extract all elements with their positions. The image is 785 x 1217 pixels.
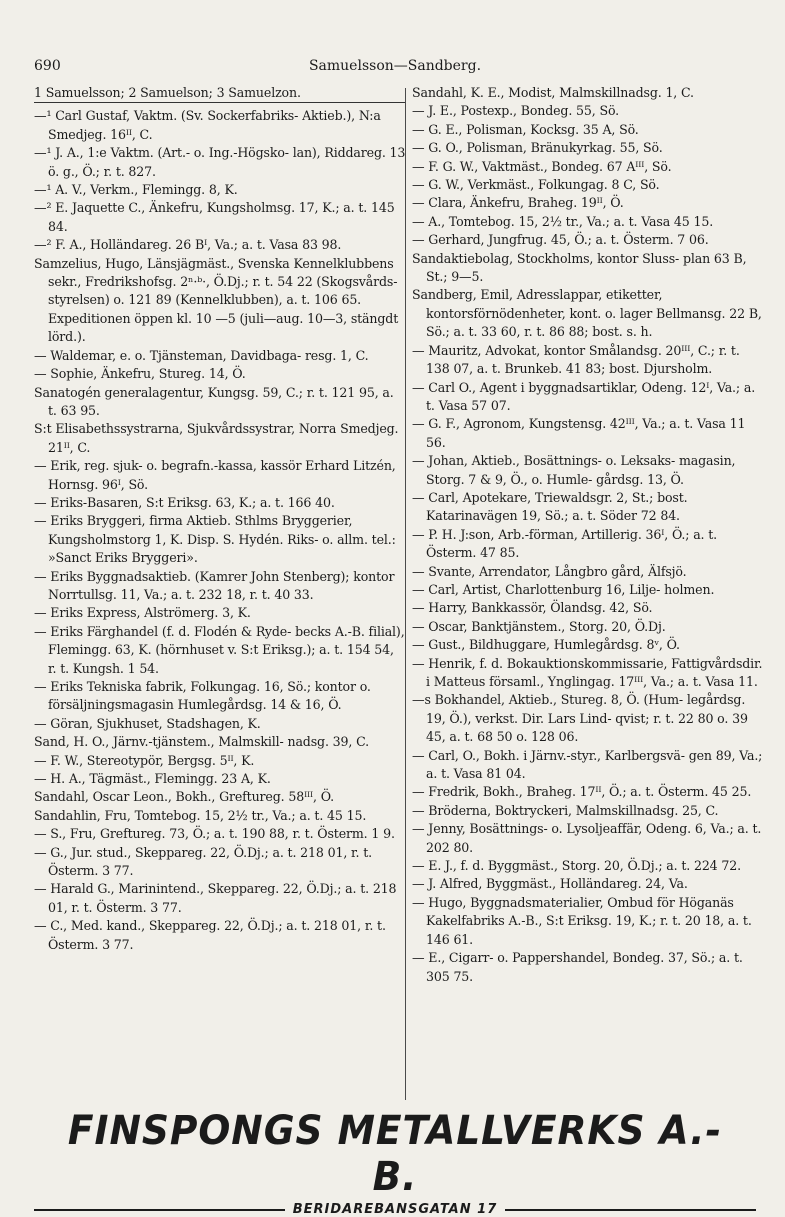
advertisement-title: FINSPONGS METALLVERKS A.-B. [67, 1108, 723, 1200]
directory-entry: — Carl, O., Bokh. i Järnv.-styr., Karlbergsvä- gen 89, Va.; a. t. Vasa 81 04. [412, 747, 763, 782]
directory-entry: Samzelius, Hugo, Länsjägmäst., Svenska Kennelklubbens sekr., Fredrikshofsg. 2ⁿ·ᵇ·, Ö.Dj.; r. t. 54 22 (Skogsvårds- styrelsen) o. 121 89 (Kennelklubben), a. t. 106 65. Expeditionen öppen kl. 10 —5 (juli—aug. 10—3, stängdt lörd.). [34, 255, 399, 345]
directory-entry: — Johan, Aktieb., Bosättnings- o. Leksaks- magasin, Storg. 7 & 9, Ö., o. Humle- gårdsg. 13, Ö. [412, 453, 736, 487]
page-number: 690 [34, 58, 61, 74]
directory-entry: — Jenny, Bosättnings- o. Lysoljeaffär, Odeng. 6, Va.; a. t. 202 80. [412, 821, 762, 855]
directory-entry: Sandahlin, Fru, Tomtebog. 15, 2½ tr., Va.; a. t. 45 15. [34, 807, 367, 823]
directory-entry: Sandahl, Oscar Leon., Bokh., Greftureg. 58ᴵᴵᴵ, Ö. [34, 789, 335, 805]
directory-entry: —² E. Jaquette C., Änkefru, Kungsholmsg. 17, K.; a. t. 145 84. [34, 200, 395, 234]
directory-entry: — F. G. W., Vaktmäst., Bondeg. 67 Aᴵᴵᴵ, Sö. [412, 158, 672, 174]
directory-entry: — Eriks Express, Alströmerg. 3, K. [34, 605, 251, 621]
directory-entry: Sandberg, Emil, Adresslappar, etiketter, kontorsförnödenheter, kont. o. lager Bellmansg. 22 B, Sö.; a. t. 33 60, r. t. 86 88; bost. s. h. [412, 287, 762, 340]
directory-entry: — G. O., Polisman, Bränukyrkag. 55, Sö. [412, 140, 663, 156]
directory-entry: — Harry, Bankkassör, Ölandsg. 42, Sö. [412, 600, 653, 616]
directory-entry: — Clara, Änkefru, Braheg. 19ᴵᴵ, Ö. [412, 195, 624, 211]
directory-entry: — Eriks Färghandel (f. d. Flodén & Ryde- becks A.-B. filial), Flemingg. 63, K. (hörnhuset v. S:t Eriksg.); a. t. 154 54, r. t. Kungsh. 1 54. [34, 623, 405, 676]
directory-entry: — E. J., f. d. Byggmäst., Storg. 20, Ö.Dj.; a. t. 224 72. [412, 858, 741, 874]
directory-entry: — Henrik, f. d. Bokauktionskommissarie, Fattigvårdsdir. i Matteus församl., Ynglingag. 17ᴵᴵᴵ, Va.; a. t. Vasa 11. [412, 655, 763, 689]
directory-entry: — Carl O., Agent i byggnadsartiklar, Odeng. 12ᴵ, Va.; a. t. Vasa 57 07. [412, 379, 756, 413]
directory-entry: — Gerhard, Jungfrug. 45, Ö.; a. t. Österm. 7 06. [412, 232, 709, 248]
directory-entry: —s Bokhandel, Aktieb., Stureg. 8, Ö. (Hum- legårdsg. 19, Ö.), verkst. Dir. Lars Lind- qvist; r. t. 22 80 o. 39 45, a. t. 68 50 o. 128 06. [412, 692, 748, 745]
directory-entry: — Erik, reg. sjuk- o. begrafn.-kassa, kassör Erhard Litzén, Hornsg. 96ᴵ, Sö. [34, 458, 396, 492]
directory-entry: — Oscar, Banktjänstem., Storg. 20, Ö.Dj. [412, 618, 666, 634]
directory-entry: — Svante, Arrendator, Långbro gård, Älfsjö. [412, 563, 687, 579]
directory-entry: — Eriks Byggnadsaktieb. (Kamrer John Stenberg); kontor Norrtullsg. 11, Va.; a. t. 232 18, r. t. 40 33. [34, 568, 395, 602]
directory-entry: 1 Samuelsson; 2 Samuelson; 3 Samuelzon. [34, 84, 406, 103]
directory-entry: — Hugo, Byggnadsmaterialier, Ombud för Höganäs Kakelfabriks A.-B., S:t Eriksg. 19, K.; r. t. 20 18, a. t. 146 61. [412, 894, 752, 947]
directory-entry: — S., Fru, Greftureg. 73, Ö.; a. t. 190 88, r. t. Österm. 1 9. [34, 826, 395, 842]
directory-entry: — E., Cigarr- o. Pappershandel, Bondeg. 37, Sö.; a. t. 305 75. [412, 950, 743, 984]
page-header [34, 56, 756, 76]
directory-entry: — J. E., Postexp., Bondeg. 55, Sö. [412, 103, 620, 119]
directory-entry: — G. W., Verkmäst., Folkungag. 8 C, Sö. [412, 177, 660, 193]
directory-entry: — Gust., Bildhuggare, Humlegårdsg. 8ᵛ, Ö. [412, 637, 680, 653]
directory-entry: — Carl, Apotekare, Triewaldsgr. 2, St.; bost. Katarinavägen 19, Sö.; a. t. Söder 72 84. [412, 489, 688, 524]
directory-entry: — J. Alfred, Byggmäst., Holländareg. 24, Va. [412, 876, 688, 892]
directory-entry: Sandaktiebolag, Stockholms, kontor Sluss- plan 63 B, St.; 9—5. [412, 250, 747, 285]
advertisement-banner [34, 1108, 756, 1217]
directory-entry: — Sophie, Änkefru, Stureg. 14, Ö. [34, 366, 246, 382]
directory-entry: —¹ Carl Gustaf, Vaktm. (Sv. Sockerfabriks- Aktieb.), N:a Smedjeg. 16ᴵᴵ, C. [34, 108, 381, 142]
left-column [34, 84, 406, 954]
directory-entry: S:t Elisabethssystrarna, Sjukvårdssystrar, Norra Smedjeg. 21ᴵᴵ, C. [34, 421, 399, 455]
directory-entry: — G. E., Polisman, Kocksg. 35 A, Sö. [412, 121, 639, 137]
directory-entry: — P. H. J:son, Arb.-förman, Artillerig. 36ᴵ, Ö.; a. t. Österm. 47 85. [412, 526, 718, 561]
advertisement-rule-left [34, 1209, 285, 1211]
directory-entry: — Eriks Tekniska fabrik, Folkungag. 16, Sö.; kontor o. försäljningsmagasin Humlegårdsg. 14 & 16, Ö. [34, 679, 371, 713]
directory-entry: — Waldemar, e. o. Tjänsteman, Davidbaga- resg. 1, C. [34, 347, 369, 363]
directory-entry: — G. F., Agronom, Kungstensg. 42ᴵᴵᴵ, Va.; a. t. Vasa 11 56. [412, 416, 746, 450]
directory-entry: — F. W., Stereotypör, Bergsg. 5ᴵᴵ, K. [34, 752, 255, 768]
right-column [412, 84, 767, 986]
directory-entry: — Harald G., Marinintend., Skeppareg. 22, Ö.Dj.; a. t. 218 01, r. t. Österm. 3 77. [34, 881, 397, 915]
directory-entry: — Eriks-Basaren, S:t Eriksg. 63, K.; a. t. 166 40. [34, 494, 335, 510]
advertisement-address-row [34, 1202, 756, 1217]
advertisement-address: BERIDAREBANSGATAN 17 [292, 1202, 498, 1217]
directory-entry: — Göran, Sjukhuset, Stadshagen, K. [34, 715, 261, 731]
advertisement-rule-right [505, 1209, 756, 1211]
directory-entry: — Fredrik, Bokh., Braheg. 17ᴵᴵ, Ö.; a. t. Österm. 45 25. [412, 784, 752, 800]
running-head: Samuelsson—Sandberg. [308, 58, 482, 74]
column-divider [405, 88, 406, 1100]
directory-entry: — A., Tomtebog. 15, 2½ tr., Va.; a. t. Vasa 45 15. [412, 213, 714, 229]
directory-entry: —¹ A. V., Verkm., Flemingg. 8, K. [34, 182, 238, 198]
directory-entry: — Eriks Bryggeri, firma Aktieb. Sthlms Bryggerier, Kungsholmstorg 1, K. Disp. S. Hydén. Riks- o. allm. tel.: »Sanct Eriks Bryggeri». [34, 513, 396, 566]
directory-entry: Sandahl, K. E., Modist, Malmskillnadsg. 1, C. [412, 85, 694, 100]
directory-entry: — Bröderna, Boktryckeri, Malmskillnadsg. 25, C. [412, 802, 719, 818]
directory-entry: — Mauritz, Advokat, kontor Smålandsg. 20ᴵᴵᴵ, C.; r. t. 138 07, a. t. Brunkeb. 41 83; bost. Djursholm. [412, 342, 740, 377]
directory-entry: — G., Jur. stud., Skeppareg. 22, Ö.Dj.; a. t. 218 01, r. t. Österm. 3 77. [34, 844, 372, 879]
directory-entry: — C., Med. kand., Skeppareg. 22, Ö.Dj.; a. t. 218 01, r. t. Österm. 3 77. [34, 918, 386, 952]
directory-entry: Sand, H. O., Järnv.-tjänstem., Malmskill- nadsg. 39, C. [34, 734, 369, 750]
directory-entry: —¹ J. A., 1:e Vaktm. (Art.- o. Ing.-Högsko- lan), Riddareg. 13 ö. g., Ö.; r. t. 827. [34, 145, 406, 179]
directory-entry: — Carl, Artist, Charlottenburg 16, Lilje- holmen. [412, 581, 715, 597]
directory-entry: — H. A., Tägmäst., Flemingg. 23 A, K. [34, 771, 271, 787]
directory-entry: —² F. A., Holländareg. 26 Bᴵ, Va.; a. t. Vasa 83 98. [34, 237, 342, 253]
directory-entry: Sanatogén generalagentur, Kungsg. 59, C.; r. t. 121 95, a. t. 63 95. [34, 384, 394, 418]
